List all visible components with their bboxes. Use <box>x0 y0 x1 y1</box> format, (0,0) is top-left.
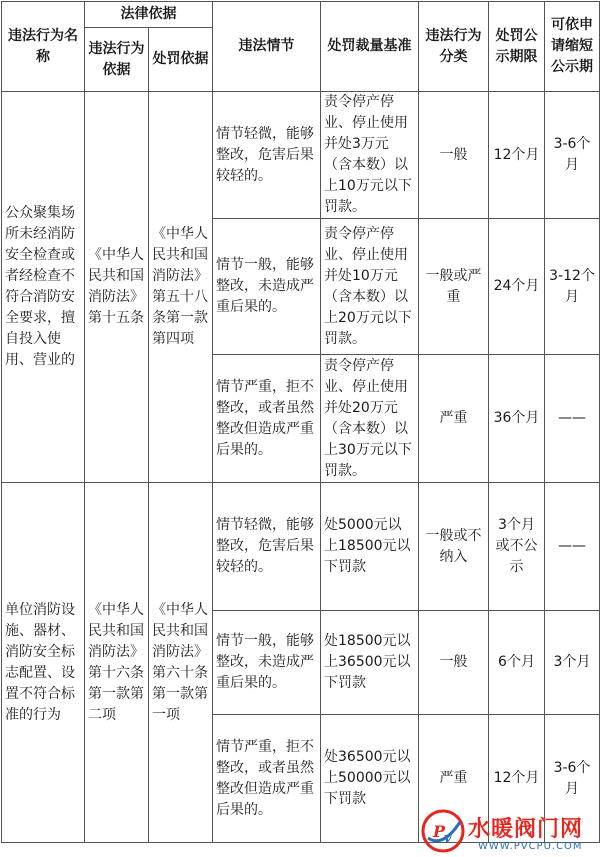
standard-cell: 责令停产停业、停止使用并处10万元（含本数）以上20万元以下罚款。 <box>321 219 419 355</box>
header-violation-basis: 违法行为依据 <box>85 28 149 92</box>
header-penalty-basis: 处罚依据 <box>149 28 213 92</box>
penalty-table <box>1 1 600 843</box>
violation-basis-cell: 《中华人民共和国消防法》第十五条 <box>85 92 149 483</box>
header-shorten: 可依申请缩短公示期 <box>545 2 600 92</box>
period-cell: 6个月 <box>489 611 545 715</box>
circumstance-cell: 情节严重，拒不整改，或者虽然整改但造成严重后果的。 <box>213 715 321 843</box>
period-cell: 36个月 <box>489 355 545 483</box>
shorten-cell: —— <box>545 483 600 611</box>
behavior-cell: 公众聚集场所未经消防安全检查或者经检查不符合消防安全要求，擅自投入使用、营业的 <box>2 92 85 483</box>
shorten-cell: 3-12个月 <box>545 219 600 355</box>
shorten-cell: 3-6个月 <box>545 92 600 219</box>
period-cell: 24个月 <box>489 219 545 355</box>
penalty-basis-cell: 《中华人民共和国消防法》第六十条第一款第一项 <box>149 483 213 843</box>
watermark-url: WWW.PVCPU.COM <box>478 841 583 852</box>
table-row <box>2 483 600 611</box>
period-cell: 12个月 <box>489 715 545 843</box>
header-standard: 处罚裁量基准 <box>321 2 419 92</box>
category-cell: 一般 <box>419 92 489 219</box>
header-category: 违法行为分类 <box>419 2 489 92</box>
circumstance-cell: 情节严重，拒不整改，或者虽然整改但造成严重后果的。 <box>213 355 321 483</box>
shorten-cell: 3-6个月 <box>545 715 600 843</box>
header-period: 处罚公示期限 <box>489 2 545 92</box>
header-behavior: 违法行为名称 <box>2 2 85 92</box>
circumstance-cell: 情节一般，能够整改，未造成严重后果的。 <box>213 611 321 715</box>
standard-cell: 责令停产停业、停止使用并处3万元（含本数）以上10万元以下罚款。 <box>321 92 419 219</box>
table-row <box>2 92 600 219</box>
circumstance-cell: 情节一般，能够整改，未造成严重后果的。 <box>213 219 321 355</box>
category-cell: 严重 <box>419 715 489 843</box>
standard-cell: 处5000元以上18500元以下罚款 <box>321 483 419 611</box>
site-watermark <box>420 808 598 856</box>
penalty-basis-cell: 《中华人民共和国消防法》第五十八条第一款第四项 <box>149 92 213 483</box>
period-cell: 3个月或不公示 <box>489 483 545 611</box>
category-cell: 一般或严重 <box>419 219 489 355</box>
standard-cell: 责令停产停业、停止使用并处20万元（含本数）以上30万元以下罚款。 <box>321 355 419 483</box>
standard-cell: 处18500元以上36500元以下罚款 <box>321 611 419 715</box>
pv-logo-icon <box>420 808 466 854</box>
shorten-cell: —— <box>545 355 600 483</box>
watermark-text: 水暖阀门网 <box>468 817 584 842</box>
standard-cell: 处36500元以上50000元以下罚款 <box>321 715 419 843</box>
circumstance-cell: 情节轻微，能够整改，危害后果较轻的。 <box>213 483 321 611</box>
category-cell: 一般 <box>419 611 489 715</box>
category-cell: 一般或不纳入 <box>419 483 489 611</box>
category-cell: 严重 <box>419 355 489 483</box>
header-circumstance: 违法情节 <box>213 2 321 92</box>
svg-text:v: v <box>444 831 452 846</box>
header-legal-basis-group: 法律依据 <box>85 2 213 28</box>
circumstance-cell: 情节轻微，能够整改，危害后果较轻的。 <box>213 92 321 219</box>
violation-basis-cell: 《中华人民共和国消防法》第十六条第一款第二项 <box>85 483 149 843</box>
svg-text:P: P <box>433 822 446 841</box>
shorten-cell: 3个月 <box>545 611 600 715</box>
behavior-cell: 单位消防设施、器材、消防安全标志配置、设置不符合标准的行为 <box>2 483 85 843</box>
period-cell: 12个月 <box>489 92 545 219</box>
